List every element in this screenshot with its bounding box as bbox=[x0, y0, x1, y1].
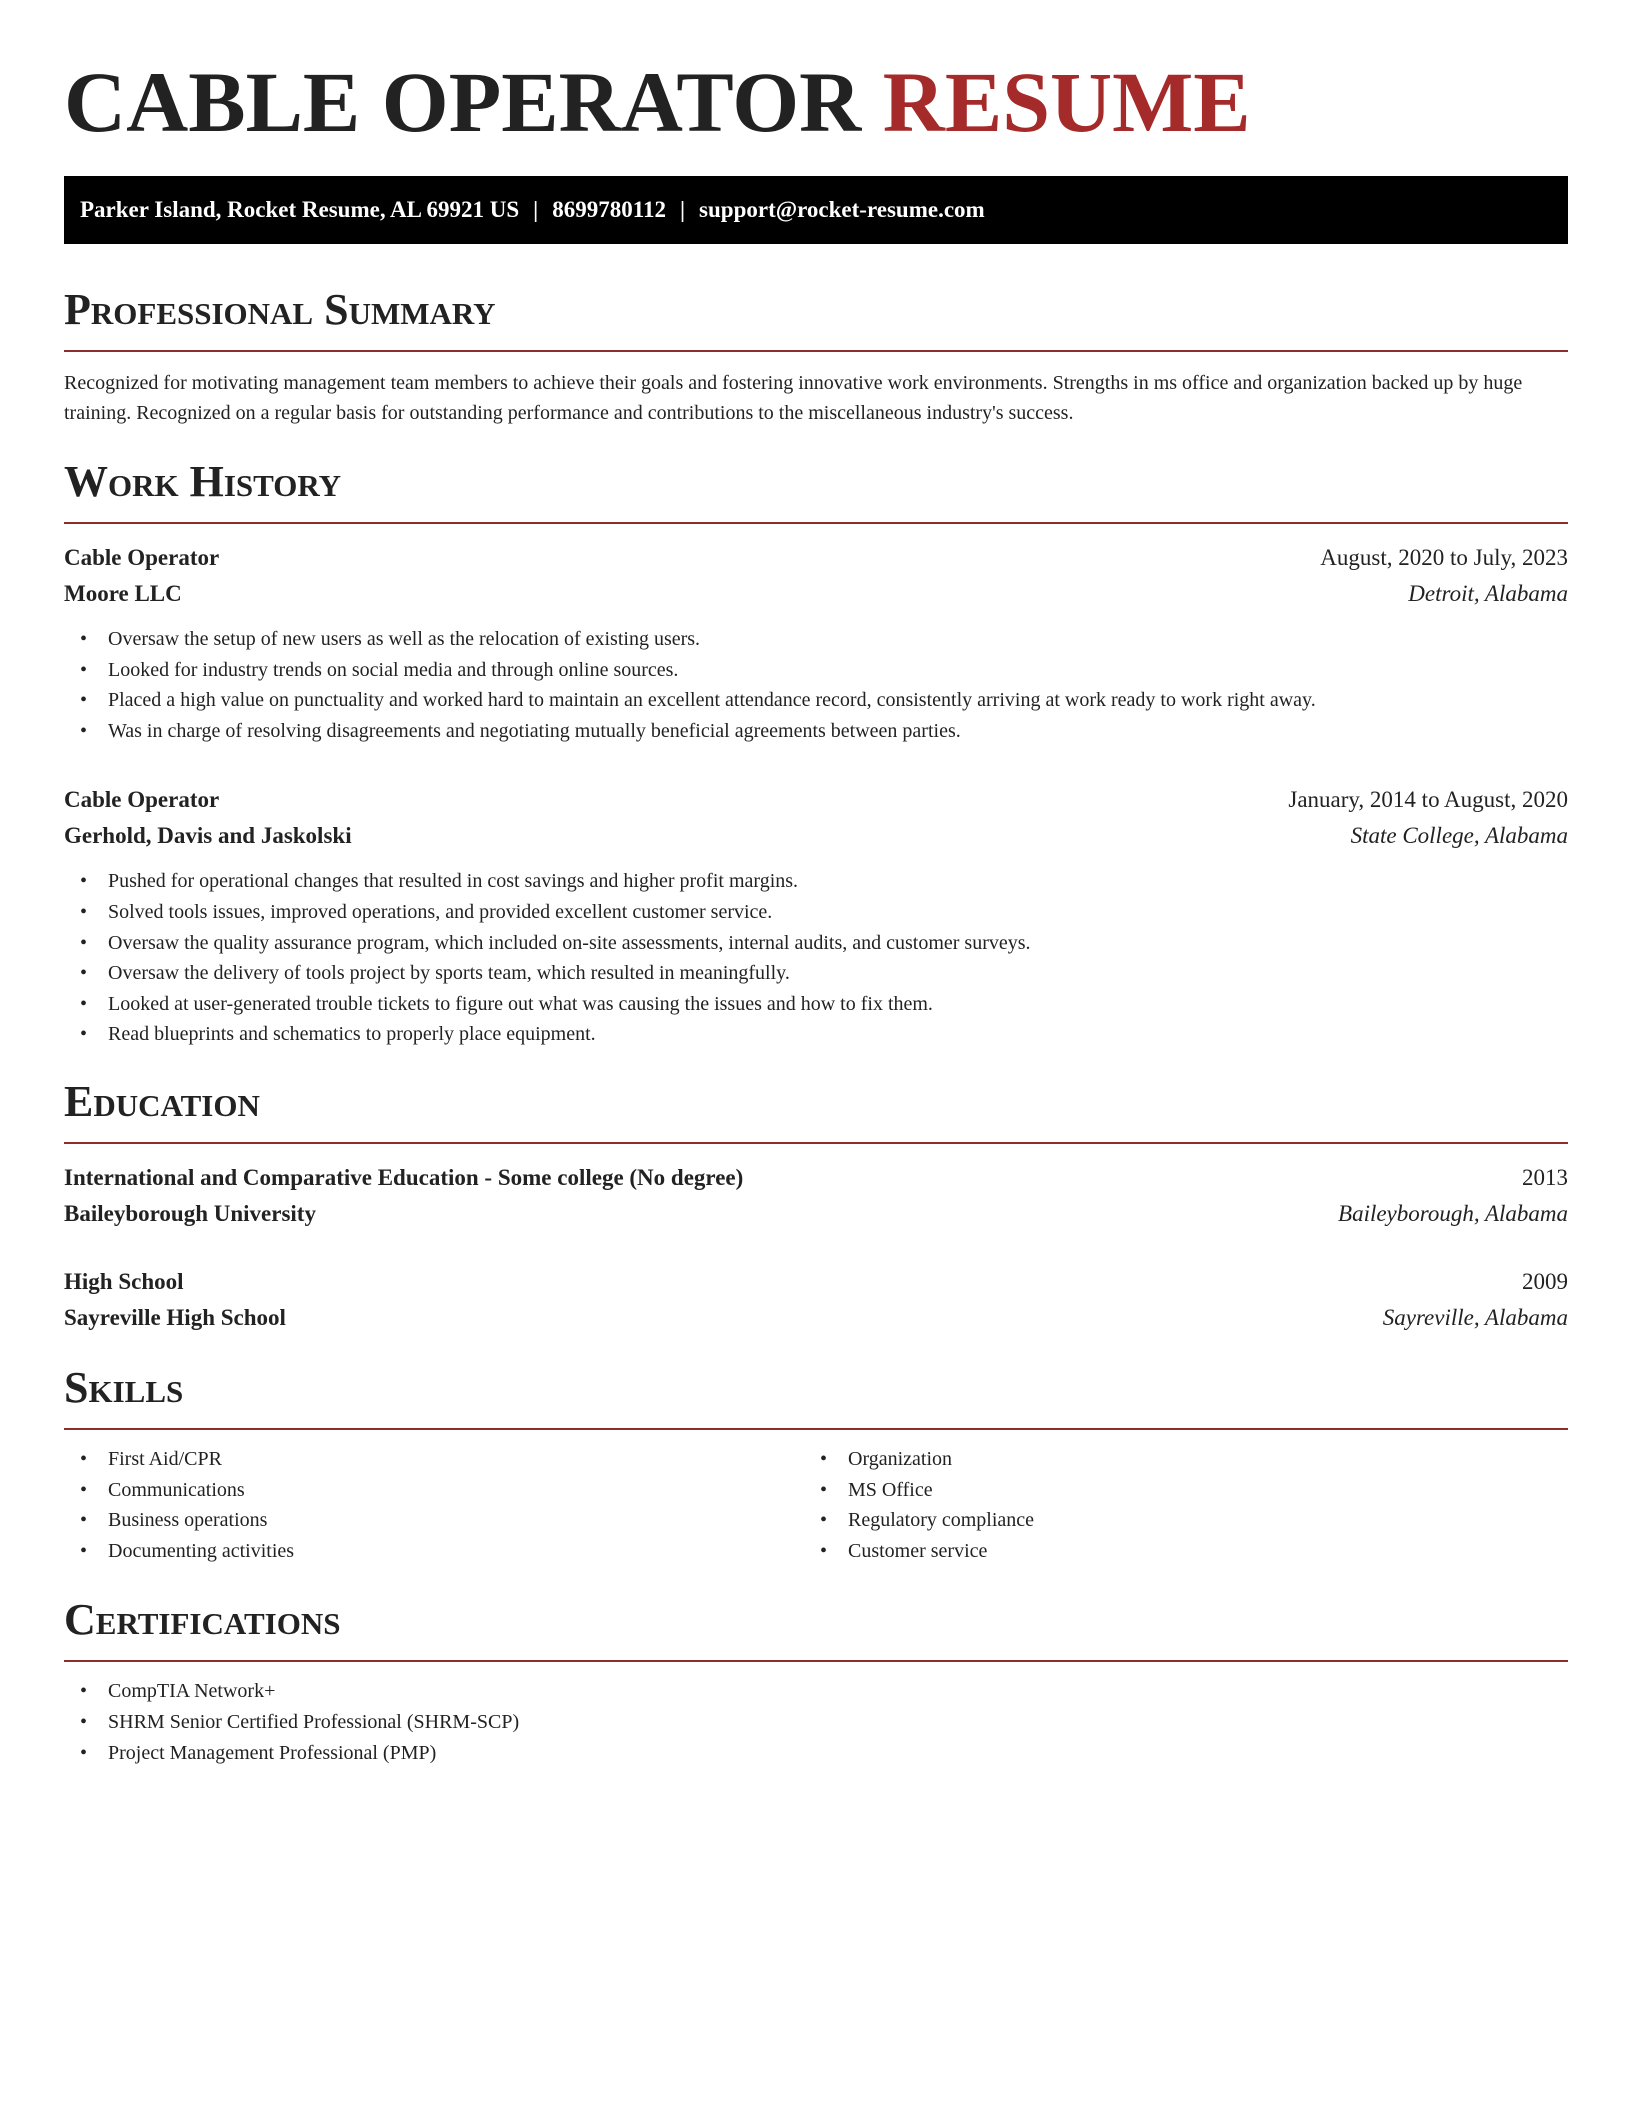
section-divider bbox=[64, 522, 1568, 524]
job-header-row bbox=[64, 782, 1568, 818]
contact-address: Parker Island, Rocket Resume, AL 69921 US bbox=[80, 197, 520, 222]
job-duty: • Was in charge of resolving disagreements and negotiating mutually beneficial agreements between parties. bbox=[64, 716, 1568, 747]
education-entry bbox=[64, 1264, 1568, 1336]
job-duties-list bbox=[64, 624, 1568, 746]
education-year: 2013 bbox=[1522, 1164, 1568, 1190]
section-divider bbox=[64, 1660, 1568, 1662]
job-company: Gerhold, Davis and Jaskolski bbox=[64, 823, 352, 849]
resume-title bbox=[64, 0, 1568, 152]
certification-item: • Project Management Professional (PMP) bbox=[64, 1738, 1568, 1769]
skill-item: • Customer service bbox=[804, 1536, 1544, 1567]
job-duty: • Oversaw the quality assurance program, which included on-site assessments, internal audits, and customer surveys. bbox=[64, 928, 1568, 959]
job-duty: • Pushed for operational changes that resulted in cost savings and higher profit margins. bbox=[64, 866, 1568, 897]
skills-columns bbox=[64, 1444, 1568, 1566]
education-school: Sayreville High School bbox=[64, 1304, 286, 1330]
contact-email[interactable]: support@rocket-resume.com bbox=[699, 197, 985, 222]
skills-heading: Skills bbox=[64, 1362, 184, 1412]
skill-item: • Regulatory compliance bbox=[804, 1505, 1544, 1536]
job-duties-list bbox=[64, 866, 1568, 1050]
skill-item: • First Aid/CPR bbox=[64, 1444, 804, 1475]
resume-page bbox=[64, 0, 1568, 1768]
job-duty: • Looked at user-generated trouble tickets to figure out what was causing the issues and how to fix them. bbox=[64, 989, 1568, 1020]
skill-item: • Documenting activities bbox=[64, 1536, 804, 1567]
skill-item: • Organization bbox=[804, 1444, 1544, 1475]
title-accent: RESUME bbox=[882, 54, 1251, 150]
work-history-section bbox=[64, 456, 1568, 1050]
certifications-list bbox=[64, 1676, 1568, 1768]
education-school-row bbox=[64, 1300, 1568, 1336]
section-divider bbox=[64, 1428, 1568, 1430]
section-divider bbox=[64, 1142, 1568, 1144]
contact-separator: | bbox=[679, 197, 686, 222]
education-school-row bbox=[64, 1196, 1568, 1232]
certification-item: • SHRM Senior Certified Professional (SHRM-SCP) bbox=[64, 1707, 1568, 1738]
title-main: CABLE OPERATOR bbox=[64, 54, 862, 150]
job-duty: • Oversaw the delivery of tools project by sports team, which resulted in meaningfully. bbox=[64, 958, 1568, 989]
certifications-heading: Certifications bbox=[64, 1595, 341, 1645]
education-section bbox=[64, 1076, 1568, 1336]
education-school: Baileyborough University bbox=[64, 1200, 316, 1226]
certification-item: • CompTIA Network+ bbox=[64, 1676, 1568, 1707]
summary-section bbox=[64, 284, 1568, 428]
skills-list-left bbox=[64, 1444, 804, 1566]
skills-list-right bbox=[804, 1444, 1544, 1566]
education-year: 2009 bbox=[1522, 1268, 1568, 1294]
summary-text: Recognized for motivating management team members to achieve their goals and fostering innovative work environments. Strengths in ms office and organization backed up by huge training. Recognized on a regular basis for outstanding performance and contributions to the miscellaneous industry's success. bbox=[64, 372, 1523, 424]
job-title: Cable Operator bbox=[64, 787, 220, 813]
job-company-row bbox=[64, 818, 1568, 854]
job-location: Detroit, Alabama bbox=[1408, 581, 1568, 606]
job-duty: • Read blueprints and schematics to properly place equipment. bbox=[64, 1019, 1568, 1050]
education-location: Baileyborough, Alabama bbox=[1338, 1200, 1568, 1226]
job-entry bbox=[64, 540, 1568, 746]
skill-item: • Business operations bbox=[64, 1505, 804, 1536]
education-location: Sayreville, Alabama bbox=[1382, 1304, 1568, 1330]
job-entry bbox=[64, 782, 1568, 1050]
skill-item: • MS Office bbox=[804, 1475, 1544, 1506]
skills-section bbox=[64, 1362, 1568, 1566]
job-company: Moore LLC bbox=[64, 581, 182, 606]
contact-phone: 8699780112 bbox=[552, 197, 666, 222]
education-header-row bbox=[64, 1160, 1568, 1196]
contact-separator: | bbox=[533, 197, 539, 222]
job-title: Cable Operator bbox=[64, 545, 220, 570]
job-location: State College, Alabama bbox=[1350, 823, 1568, 849]
job-dates: August, 2020 to July, 2023 bbox=[1320, 545, 1568, 570]
skill-item: • Communications bbox=[64, 1475, 804, 1506]
job-duty: • Looked for industry trends on social media and through online sources. bbox=[64, 655, 1568, 686]
summary-heading: Professional Summary bbox=[64, 285, 496, 334]
section-divider bbox=[64, 350, 1568, 352]
education-header-row bbox=[64, 1264, 1568, 1300]
job-company-row bbox=[64, 576, 1568, 612]
education-degree: High School bbox=[64, 1268, 184, 1294]
job-dates: January, 2014 to August, 2020 bbox=[1288, 787, 1568, 813]
job-duty: • Solved tools issues, improved operations, and provided excellent customer service. bbox=[64, 897, 1568, 928]
job-duty: • Placed a high value on punctuality and worked hard to maintain an excellent attendance record, consistently arriving at work ready to work right away. bbox=[64, 685, 1568, 716]
job-duty: • Oversaw the setup of new users as well as the relocation of existing users. bbox=[64, 624, 1568, 655]
job-header-row bbox=[64, 540, 1568, 576]
contact-bar bbox=[64, 176, 1568, 244]
work-history-heading: Work History bbox=[64, 457, 342, 506]
education-degree: International and Comparative Education - Some college (No degree) bbox=[64, 1164, 744, 1190]
certifications-section bbox=[64, 1594, 1568, 1768]
education-entry bbox=[64, 1160, 1568, 1232]
education-heading: Education bbox=[64, 1076, 260, 1126]
